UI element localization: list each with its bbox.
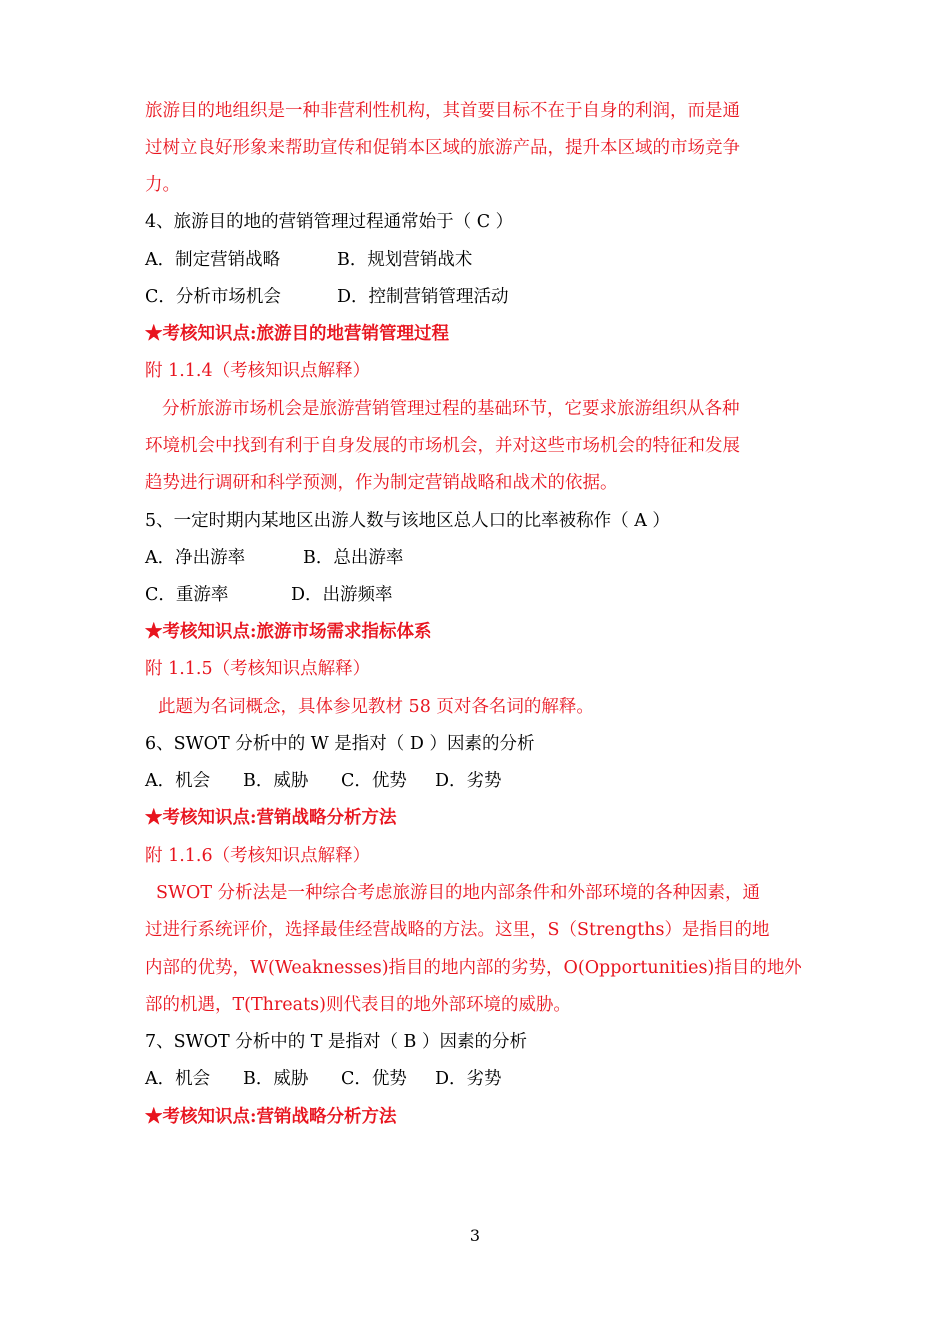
q6-option-b: B．威胁 [243,771,309,791]
q7-option-b: B．威胁 [243,1069,309,1089]
question-5: 5、一定时期内某地区出游人数与该地区总人口的比率被称作（ A ） [145,511,670,531]
q4-explanation-line-2: 环境机会中找到有利于自身发展的市场机会，并对这些市场机会的特征和发展 [145,436,740,456]
q6-option-d: D．劣势 [435,771,502,791]
q5-option-b: B．总出游率 [303,548,404,568]
q6-knowledge-point: ★考核知识点:营销战略分析方法 [145,808,397,828]
q6-explanation-line-4: 部的机遇，T(Threats)则代表目的地外部环境的威胁。 [145,995,571,1015]
q6-appendix-heading: 附 1.1.6（考核知识点解释） [145,846,371,866]
q5-explanation-line-1: 此题为名词概念，具体参见教材 58 页对各名词的解释。 [158,697,594,717]
question-6: 6、SWOT 分析中的 W 是指对（ D ）因素的分析 [145,734,535,754]
question-4-options-row-1 [145,246,472,274]
q7-option-d: D．劣势 [435,1069,502,1089]
question-6-options [145,767,502,795]
q6-option-c: C．优势 [341,771,407,791]
q4-option-a: A．制定营销战略 [145,250,281,270]
q4-option-d: D．控制营销管理活动 [337,287,509,307]
question-4-options-row-2 [145,283,509,311]
q6-option-a: A．机会 [145,771,211,791]
q7-option-a: A．机会 [145,1069,211,1089]
question-7: 7、SWOT 分析中的 T 是指对（ B ）因素的分析 [145,1032,527,1052]
q7-knowledge-point: ★考核知识点:营销战略分析方法 [145,1107,397,1127]
intro-paragraph-line-1: 旅游目的地组织是一种非营利性机构，其首要目标不在于自身的利润，而是通 [145,101,740,121]
q4-explanation-line-3: 趋势进行调研和科学预测，作为制定营销战略和战术的依据。 [145,473,618,493]
q5-appendix-heading: 附 1.1.5（考核知识点解释） [145,659,371,679]
q6-explanation-line-1: SWOT 分析法是一种综合考虑旅游目的地内部条件和外部环境的各种因素，通 [156,883,761,903]
q4-explanation-line-1: 分析旅游市场机会是旅游营销管理过程的基础环节，它要求旅游组织从各种 [162,399,740,419]
q5-option-d: D．出游频率 [291,585,393,605]
question-7-options [145,1065,502,1093]
intro-paragraph-line-3: 力。 [145,175,180,195]
question-5-options-row-2 [145,581,393,609]
q4-option-b: B．规划营销战术 [337,250,473,270]
question-4: 4、旅游目的地的营销管理过程通常始于（ C ） [145,212,514,232]
q5-option-c: C．重游率 [145,585,229,605]
intro-paragraph-line-2: 过树立良好形象来帮助宣传和促销本区域的旅游产品，提升本区域的市场竞争 [145,138,740,158]
q6-explanation-line-3: 内部的优势，W(Weaknesses)指目的地内部的劣势，O(Opportunities)指目的地外 [145,958,802,978]
page-number: 3 [469,1226,481,1245]
q7-option-c: C．优势 [341,1069,407,1089]
q4-appendix-heading: 附 1.1.4（考核知识点解释） [145,361,371,381]
question-5-options-row-1 [145,544,403,572]
q5-knowledge-point: ★考核知识点:旅游市场需求指标体系 [145,622,432,642]
q4-option-c: C．分析市场机会 [145,287,281,307]
q5-option-a: A．净出游率 [145,548,246,568]
q6-explanation-line-2: 过进行系统评价，选择最佳经营战略的方法。这里，S（Strengths）是指目的地 [145,920,770,940]
q4-knowledge-point: ★考核知识点:旅游目的地营销管理过程 [145,324,449,344]
